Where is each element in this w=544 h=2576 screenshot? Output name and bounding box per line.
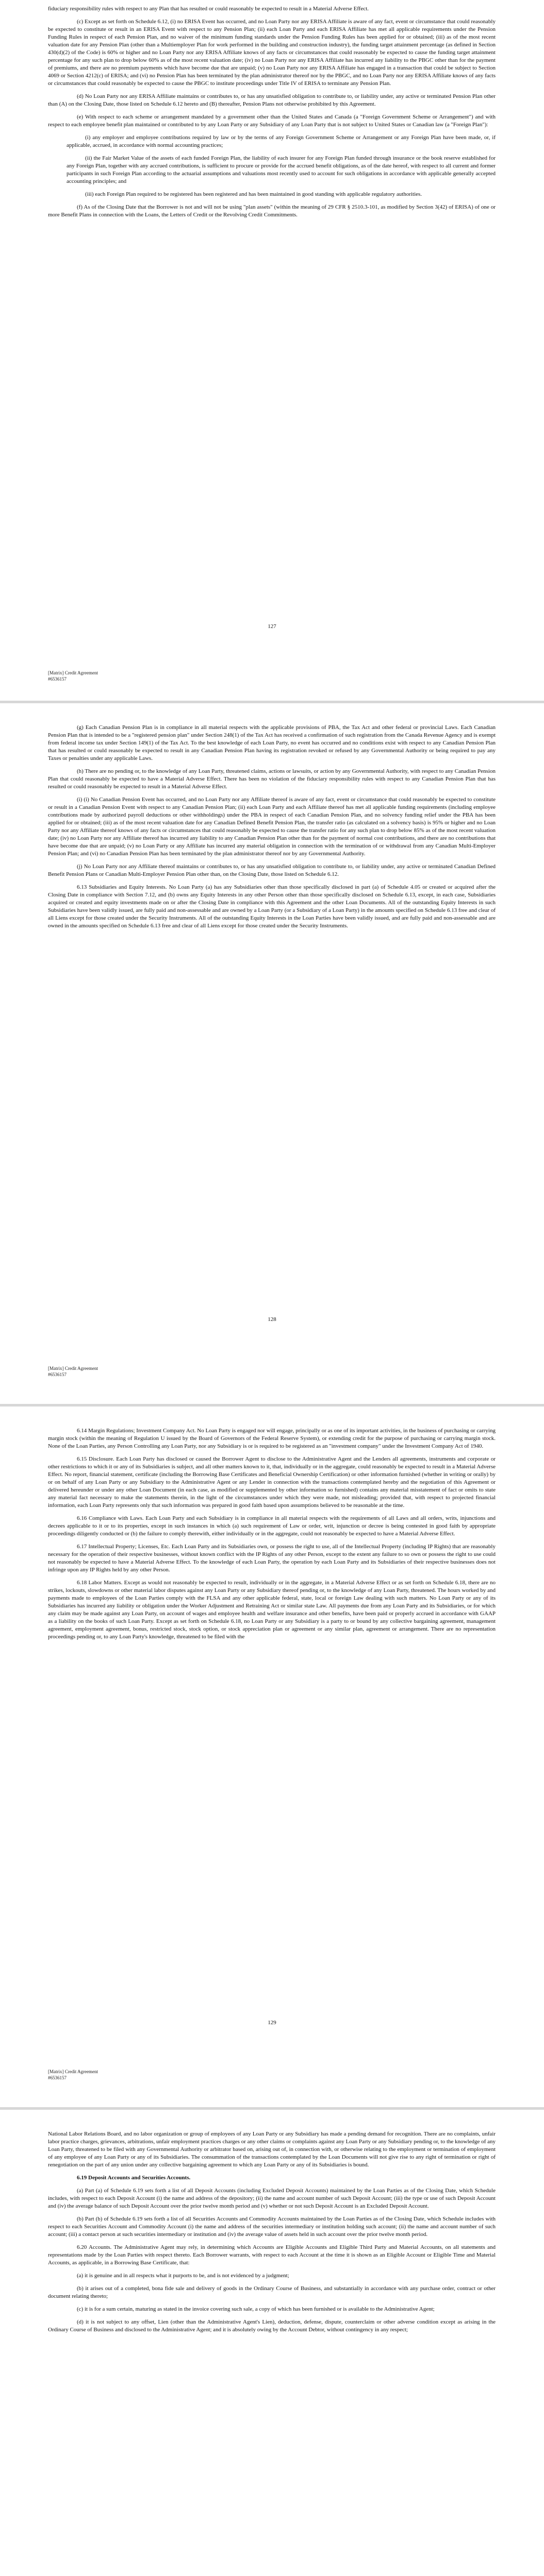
paragraph-6-19-b: (b) Part (b) of Schedule 6.19 sets forth a list of all Securities Accounts and Commodity Accounts maintained by the Loan Parties as of the Closing Date, which Schedule includes with respect to each Securities Account and Commodity Account (i) the name and address of the securities intermediary or institution holding such account; (ii) the name and account number of such account; (iii) a contact person at such securities intermediary or institution and (iv) the average value of assets held in such account over the prior twelve month period. — [48, 2216, 496, 2238]
page-body — [48, 5, 496, 224]
paragraph-6-12-e-ii: (ii) the Fair Market Value of the assets of each funded Foreign Plan, the liability of each insurer for any Foreign Plan funded through insurance or the book reserve established for any Foreign Plan, together with any accrued contributions, is sufficient to procure or provide for the accrued benefit obligations, as of the date hereof, with respect to all current and former participants in such Foreign Plan according to the actuarial assumptions and valuations most recently used to account for such obligations in accordance with applicable generally accepted accounting principles; and — [67, 155, 496, 184]
paragraph-6-20-b: (b) it arises out of a completed, bona fide sale and delivery of goods in the Ordinary Course of Business, and substantially in accordance with any purchase order, contract or other document relating thereto; — [48, 2285, 496, 2299]
paragraph-6-12-j: (j) No Loan Party nor any Affiliate thereof maintains or contributes to, or has any unsatisfied obligation to contribute to, or liability under, any active or terminated Canadian Defined Benefit Pension Plans or Canadian Multi-Employer Pension Plan other than, on the Closing Date, those listed on Schedule 6.12. — [48, 863, 496, 877]
paragraph-6-12-e-iii: (iii) each Foreign Plan required to be registered has been registered and has been maintained in good standing with applicable regulatory authorities. — [85, 191, 422, 197]
footer-doc-id: #6536157 — [48, 2075, 67, 2080]
footer-title: [Matrix] Credit Agreement — [48, 1366, 98, 1371]
footer-doc-id: #6536157 — [48, 1372, 67, 1377]
section-6-15-disclosure: 6.15 Disclosure. Each Loan Party has disclosed or caused the Borrower Agent to disclose to the Administrative Agent and the Lenders all agreements, instruments and corporate or other restrictions to which it or any of its Subsidiaries is subject, and all other matters known to it, that, individually or in the aggregate, could reasonably be expected to result in a Material Adverse Effect. No report, financial statement, certificate (including the Borrowing Base Certificates and Beneficial Ownership Certification) or other information furnished (whether in writing or orally) by or on behalf of any Loan Party or any Subsidiary to the Administrative Agent or any Lender in connection with the transactions contemplated hereby and the negotiation of this Agreement or delivered hereunder or under any other Loan Document (in each case, as modified or supplemented by other information so furnished) contains any material misstatement of fact or omits to state any material fact necessary to make the statements therein, in the light of the circumstances under which they were made, not misleading; provided that, with respect to projected financial information, each Loan Party represents only that such information was prepared in good faith based upon assumptions believed to be reasonable at the time. — [48, 1456, 496, 1509]
section-6-14-margin-regulations: 6.14 Margin Regulations; Investment Company Act. No Loan Party is engaged nor will engage, principally or as one of its important activities, in the business of purchasing or carrying margin stock (within the meaning of Regulation U issued by the Board of Governors of the Federal Reserve System), or extending credit for the purpose of purchasing or carrying margin stock. None of the Loan Parties, any Person Controlling any Loan Party, nor any Subsidiary is or is required to be registered as an "investment company" under the Investment Company Act of 1940. — [48, 1428, 496, 1449]
document-page-127 — [0, 0, 544, 701]
page-body — [48, 724, 496, 935]
paragraph-6-12-e: (e) With respect to each scheme or arrangement mandated by a government other than the United States and Canada (a "Foreign Government Scheme or Arrangement") and with respect to each employee benefit plan maintained or contributed to by any Loan Party or any Subsidiary of any Loan Party that is not subject to United States or Canadian law (a "Foreign Plan"): — [48, 114, 496, 128]
paragraph-6-12-i: (i) (i) No Canadian Pension Event has occurred, and no Loan Party nor any Affiliate thereof is aware of any fact, event or circumstance that could reasonably be expected to constitute or result in a Canadian Pension Event with respect to any Canadian Pension Plan; (ii) each Loan Party and each Affiliate thereof has met all applicable funding requirements (including employee contributions made by authorized payroll deductions or other withholdings) under the PBA in respect of each Canadian Pension Plan, and no solvency funding relief under the PBA has been applied for or obtained; (iii) as of the most recent valuation date for any Canadian Defined Benefit Pension Plan, the transfer ratio (as calculated on a solvency basis) is 95% or higher and no Loan Party nor any Affiliate thereof knows of any facts or circumstances that could reasonably be expected to cause the transfer ratio for any such plan to drop below 85% as of the most recent valuation date; (iv) no Loan Party nor any Affiliate thereof has incurred any liability to any Canadian Pension Plan other than for the payment of normal cost contributions, and there are no contributions that have become due that are unpaid; (v) no Loan Party or any Affiliate has incurred any material obligation in connection with the termination of or withdrawal from any Canadian Multi-Employer Pension Plan; and (vi) no Canadian Pension Plan has been terminated by the plan administrator thereof nor by any Governmental Authority. — [48, 796, 496, 857]
section-6-13-subsidiaries: 6.13 Subsidiaries and Equity Interests. No Loan Party (a) has any Subsidiaries other than those specifically disclosed in part (a) of Schedule 4.05 or created or acquired after the Closing Date in compliance with Section 7.12, and (b) owns any Equity Interests in any other Person other than those specifically disclosed on Schedule 6.13, except, in each case, Subsidiaries acquired or created and equity investments made on or after the Closing Date in compliance with this Agreement and the other Loan Documents. All of the outstanding Equity Interests in such Subsidiaries have been validly issued, are fully paid and non-assessable and are owned by a Loan Party (or a Subsidiary of a Loan Party) in the amounts specified on Schedule 6.13 free and clear of all Liens except for those created under the Security Instruments. All of the outstanding Equity Interests in the Loan Parties have been validly issued, and are fully paid and non-assessable and are owned in the amounts specified on Schedule 6.13 free and clear of all Liens except for those created under the Security Instruments. — [48, 884, 496, 929]
section-6-19-heading: 6.19 Deposit Accounts and Securities Accounts. — [77, 2175, 191, 2181]
document-page-128 — [0, 703, 544, 1404]
paragraph-6-20-d: (d) it is not subject to any offset, Lien (other than the Administrative Agent's Lien), deduction, defense, dispute, counterclaim or other adverse condition except as arising in the Ordinary Course of Business and disclosed to the Administrative Agent; and it is absolutely owing by the Account Debtor, without contingency in any respect; — [48, 2319, 496, 2333]
paragraph-6-12-h: (h) There are no pending or, to the knowledge of any Loan Party, threatened claims, actions or lawsuits, or action by any Governmental Authority, with respect to any Canadian Pension Plan that could reasonably be expected to have a Material Adverse Effect. There has been no violation of the fiduciary responsibility rules with respect to any Canadian Pension Plan that has resulted or could reasonably be expected to result in a Material Adverse Effect. — [48, 768, 496, 790]
paragraph-6-20-c: (c) it is for a sum certain, maturing as stated in the invoice covering such sale, a copy of which has been furnished or is available to the Administrative Agent; — [77, 2306, 435, 2312]
footer-title: [Matrix] Credit Agreement — [48, 670, 98, 675]
paragraph-6-18-continued: National Labor Relations Board, and no labor organization or group of employees of any Loan Party or any Subsidiary has made a pending demand for recognition. There are no complaints, unfair labor practice charges, grievances, arbitrations, unfair employment practices charges or any other claims or complaints against any Loan Party or any Subsidiary pending or, to the knowledge of any Loan Party, threatened to be filed with any Governmental Authority or arbitrator based on, arising out of, in connection with, or otherwise relating to the employment or termination of employment of any employee of any Loan Party or any of its Subsidiaries. The consummation of the transactions contemplated by the Loan Documents will not give rise to any right of termination or right of renegotiation on the part of any union under any collective bargaining agreement to which any Loan Party or any of its Subsidiaries is bound. — [48, 2131, 496, 2168]
document-page-130 — [0, 2110, 544, 2576]
paragraph-6-12-d: (d) No Loan Party nor any ERISA Affiliate maintains or contributes to, or has any unsatisfied obligation to contribute to, or liability under, any active or terminated Pension Plan other than (A) on the Closing Date, those listed on Schedule 6.12 hereto and (B) thereafter, Pension Plans not otherwise prohibited by this Agreement. — [48, 93, 496, 107]
paragraph-6-12-c: (c) Except as set forth on Schedule 6.12, (i) no ERISA Event has occurred, and no Loan Party nor any ERISA Affiliate is aware of any fact, event or circumstance that could reasonably be expected to constitute or result in an ERISA Event with respect to any Pension Plan; (ii) each Loan Party and each ERISA Affiliate has met all applicable requirements under the Pension Funding Rules in respect of each Pension Plan, and no waiver of the minimum funding standards under the Pension Funding Rules has been applied for or obtained; (iii) as of the most recent valuation date for any Pension Plan (other than a Multiemployer Plan for work performed in the building and construction industry), the funding target attainment percentage (as defined in Section 430(d)(2) of the Code) is 60% or higher and no Loan Party nor any ERISA Affiliate knows of any facts or circumstances that could reasonably be expected to cause the funding target attainment percentage for any such plan to drop below 60% as of the most recent valuation date; (iv) no Loan Party nor any ERISA Affiliate has incurred any liability to the PBGC other than for the payment of premiums, and there are no premium payments which have become due that are unpaid; (v) no Loan Party nor any ERISA Affiliate has engaged in a transaction that could be subject to Section 4069 or Section 4212(c) of ERISA; and (vi) no Pension Plan has been terminated by the plan administrator thereof nor by the PBGC, and no Loan Party nor any ERISA Affiliate knows of any facts or circumstances that could reasonably be expected to cause the PBGC to institute proceedings under Title IV of ERISA to terminate any Pension Plan. — [48, 19, 496, 87]
paragraph: fiduciary responsibility rules with respect to any Plan that has resulted or could reasonably be expected to result in a Material Adverse Effect. — [48, 6, 369, 12]
page-footer — [48, 670, 98, 682]
page-footer — [48, 1365, 98, 1378]
paragraph-6-19-a: (a) Part (a) of Schedule 6.19 sets forth a list of all Deposit Accounts (including Excluded Deposit Accounts) maintained by the Loan Parties as of the Closing Date, which Schedule includes, with respect to each Deposit Account (i) the name and address of the depository; (ii) the name and account number of such Deposit Account; (iii) the type or use of such Deposit Account and (iv) the average balance of such Deposit Account over the prior twelve month period and (v) whether or not such Deposit Account is an Excluded Deposit Account. — [48, 2188, 496, 2209]
section-6-16-compliance-with-laws: 6.16 Compliance with Laws. Each Loan Party and each Subsidiary is in compliance in all material respects with the requirements of all Laws and all orders, writs, injunctions and decrees applicable to it or to its properties, except in such instances in which (a) such requirement of Law or order, writ, injunction or decree is being contested in good faith by appropriate proceedings diligently conducted or (b) the failure to comply therewith, either individually or in the aggregate, could not reasonably be expected to have a Material Adverse Effect. — [48, 1515, 496, 1537]
section-6-20-accounts: 6.20 Accounts. The Administrative Agent may rely, in determining which Accounts are Eligible Accounts and Eligible Third Party and Material Accounts, on all statements and representations made by the Loan Parties with respect thereto. Each Borrower warrants, with respect to each Account at the time it is shown as an Eligible Account or Eligible Time and Material Accounts, as applicable, in a Borrowing Base Certificate, that: — [48, 2244, 496, 2266]
footer-title: [Matrix] Credit Agreement — [48, 2069, 98, 2074]
section-6-17-intellectual-property: 6.17 Intellectual Property; Licenses, Etc. Each Loan Party and its Subsidiaries own, or possess the right to use, all of the Intellectual Property (including IP Rights) that are reasonably necessary for the operation of their respective businesses, without known conflict with the IP Rights of any other Person, except to the extent any failure to so own or possess the right to use could not reasonably be expected to have a Material Adverse Effect. To the knowledge of each Loan Party, the operation by each Loan Party and its Subsidiaries of their respective businesses does not infringe upon any IP Rights held by any other Person. — [48, 1544, 496, 1573]
footer-doc-id: #6536157 — [48, 676, 67, 682]
document-page-129 — [0, 1406, 544, 2107]
page-body — [48, 1427, 496, 1646]
page-body — [48, 2130, 496, 2339]
page-footer — [48, 2069, 98, 2081]
page-number: 127 — [268, 623, 276, 630]
section-6-18-labor-matters: 6.18 Labor Matters. Except as would not reasonably be expected to result, individually or in the aggregate, in a Material Adverse Effect or as set forth on Schedule 6.18, there are no strikes, lockouts, slowdowns or other material labor disputes against any Loan Party or any Subsidiary thereof pending or, to the knowledge of any Loan Party, threatened. The hours worked by and payments made to employees of the Loan Parties comply with the FLSA and any other applicable federal, state, local or foreign Law dealing with such matters. No Loan Party or any of its Subsidiaries has incurred any liability or obligation under the Worker Adjustment and Retraining Act or similar state Law. All payments due from any Loan Party and its Subsidiaries, or for which any claim may be made against any Loan Party, on account of wages and employee health and welfare insurance and other benefits, have been paid or properly accrued in accordance with GAAP as a liability on the books of such Loan Party. Except as set forth on Schedule 6.18, no Loan Party or any Subsidiary is a party to or bound by any collective bargaining agreement, management agreement, employment agreement, bonus, restricted stock, stock option, or stock appreciation plan or agreement or any similar plan, agreement or arrangement. There are no representation proceedings pending or, to any Loan Party's knowledge, threatened to be filed with the — [48, 1580, 496, 1640]
paragraph-6-12-g: (g) Each Canadian Pension Plan is in compliance in all material respects with the applicable provisions of PBA, the Tax Act and other federal or provincial Laws. Each Canadian Pension Plan that is intended to be a "registered pension plan" under Section 248(1) of the Tax Act has received a confirmation of such registration from the Canada Revenue Agency and is exempt from federal income tax under Section 149(1) of the Tax Act. To the best knowledge of each Loan Party, no event has occurred and no conditions exist with respect to any Canadian Pension Plan that has resulted or could reasonably be expected to result in any Canadian Pension Plan having its registration revoked or refused by any Governmental Authority or being required to pay any Taxes or penalties under any applicable Laws. — [48, 724, 496, 761]
page-number: 128 — [268, 1316, 276, 1323]
page-number: 129 — [268, 2020, 276, 2026]
paragraph-6-20-a: (a) it is genuine and in all respects what it purports to be, and is not evidenced by a judgment; — [77, 2273, 289, 2279]
paragraph-6-12-e-i: (i) any employer and employee contributions required by law or by the terms of any Foreign Government Scheme or Arrangement or any Foreign Plan have been made, or, if applicable, accrued, in accordance with normal accounting practices; — [67, 134, 496, 148]
paragraph-6-12-f: (f) As of the Closing Date that the Borrower is not and will not be using "plan assets" (within the meaning of 29 CFR § 2510.3-101, as modified by Section 3(42) of ERISA) of one or more Benefit Plans in connection with the Loans, the Letters of Credit or the Revolving Credit Commitments. — [48, 204, 496, 218]
